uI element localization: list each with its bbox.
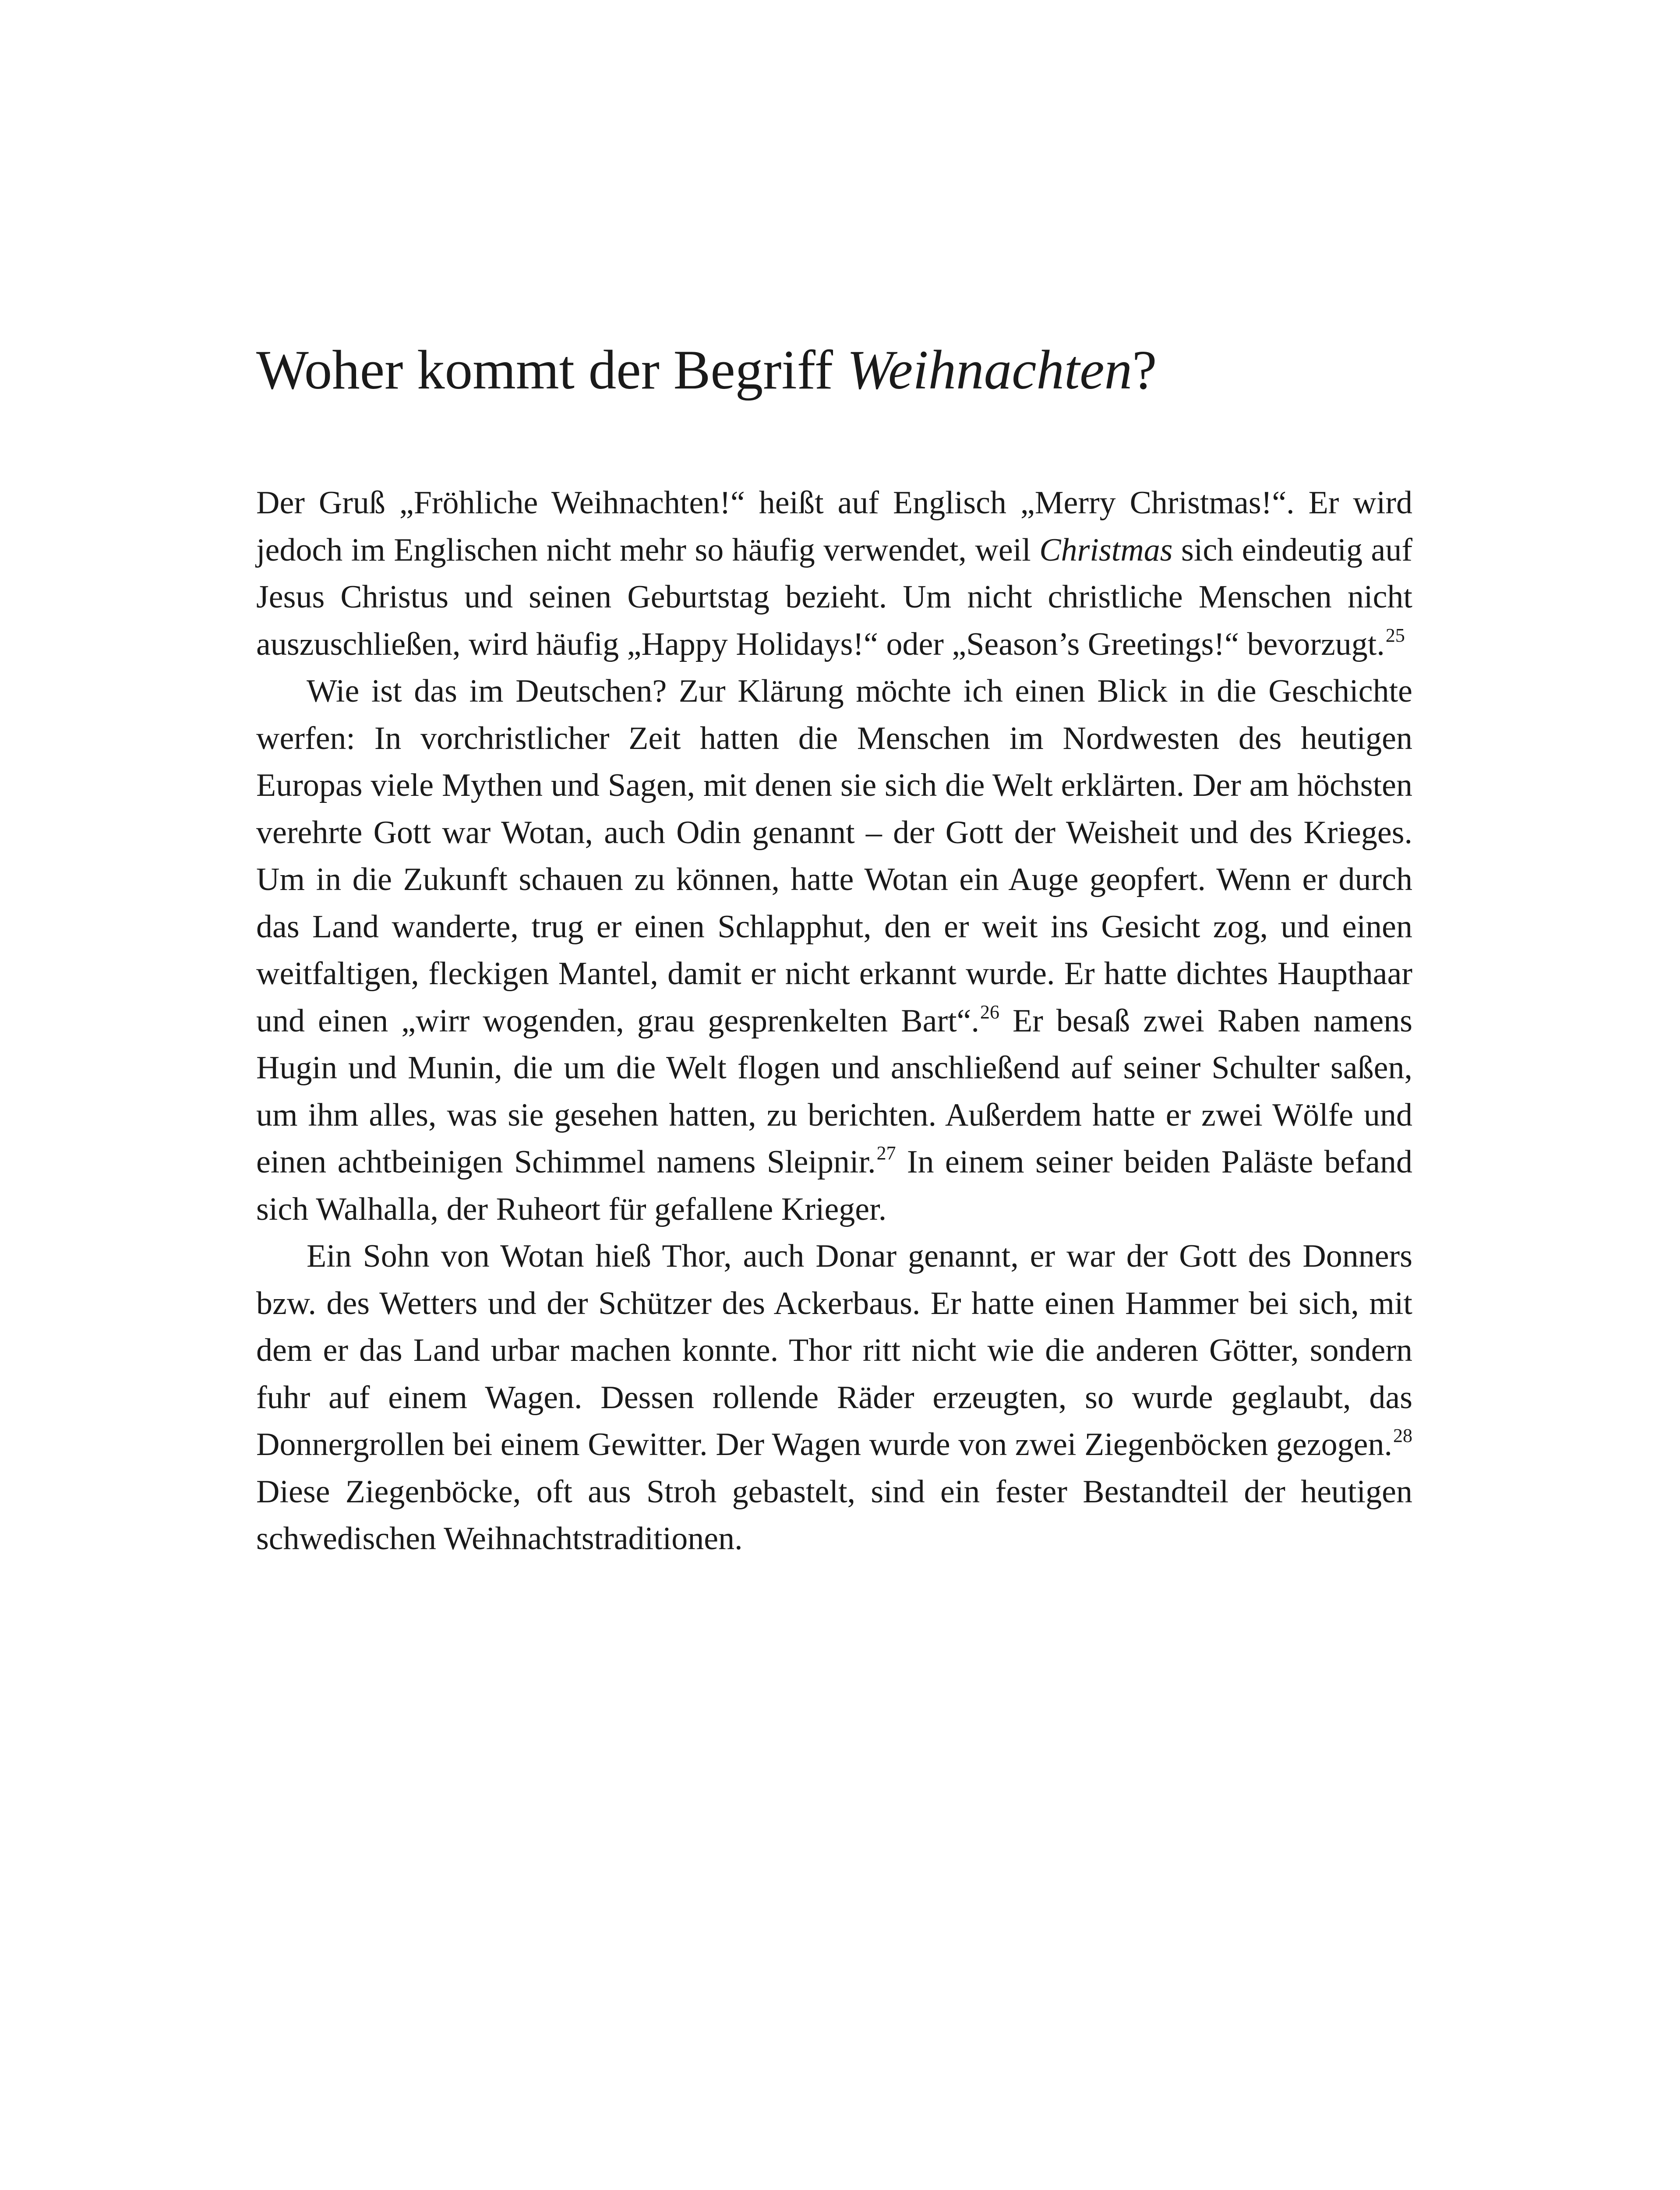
footnote-ref-27: 27 bbox=[876, 1142, 896, 1164]
footnote-ref-28: 28 bbox=[1393, 1425, 1412, 1446]
heading-question-mark: ? bbox=[1132, 339, 1157, 401]
footnote-ref-26: 26 bbox=[980, 1001, 1000, 1023]
paragraph-text: Diese Ziegenböcke, oft aus Stroh gebastelt, sind ein fester Bestandteil der heutigen schwedischen Weihnachtstraditionen. bbox=[256, 1473, 1412, 1557]
paragraph-text: sich eindeutig auf Jesus Christus und seinen Geburtstag bezieht. Um nicht christliche Menschen nicht auszuschließen, wird häufig „Happy Holidays!“ oder „Season’s Greetings!“ bevorzugt. bbox=[256, 532, 1412, 662]
chapter-heading bbox=[256, 331, 1570, 410]
paragraph-text: Ein Sohn von Wotan hieß Thor, auch Donar genannt, er war der Gott des Donners bzw. des Wetters und der Schützer des Ackerbaus. Er hatte einen Hammer bei sich, mit dem er das Land urbar machen konnte. Thor ritt nicht wie die anderen Götter, sondern fuhr auf einem Wagen. Dessen rollende Räder erzeugten, so wurde geglaubt, das Donnergrollen bei einem Gewitter. Der Wagen wurde von zwei Ziegenböcken gezogen. bbox=[256, 1238, 1412, 1462]
paragraph-text: Er besaß zwei Raben namens Hugin und Munin, die um die Welt flogen und anschließend auf seiner Schulter saßen, um ihm alles, was sie gesehen hatten, zu berichten. Außerdem hatte er zwei Wölfe und einen achtbeinigen Schimmel namens Sleipnir. bbox=[256, 1003, 1412, 1180]
paragraph-3 bbox=[256, 1233, 1412, 1563]
heading-text: Woher kommt der Begriff bbox=[256, 339, 847, 401]
body-text bbox=[256, 480, 1412, 1563]
paragraph-text: In einem seiner beiden Paläste befand sich Walhalla, der Ruheort für gefallene Krieger. bbox=[256, 1144, 1412, 1227]
paragraph-1 bbox=[256, 480, 1412, 668]
footnote-ref-25: 25 bbox=[1385, 624, 1405, 646]
paragraph-text: Wie ist das im Deutschen? Zur Klärung möchte ich einen Blick in die Geschichte werfen: In vorchristlicher Zeit hatten die Menschen im Nordwesten des heutigen Europas viele Mythen und Sagen, mit denen sie sich die Welt erklärten. Der am höchsten verehrte Gott war Wotan, auch Odin genannt – der Gott der Weisheit und des Krieges. Um in die Zukunft schauen zu können, hatte Wotan ein Auge geopfert. Wenn er durch das Land wanderte, trug er einen Schlapphut, den er weit ins Gesicht zog, und einen weitfaltigen, fleckigen Mantel, damit er nicht erkannt wurde. Er hatte dichtes Haupthaar und einen „wirr wogenden, grau gesprenkelten Bart“. bbox=[256, 673, 1412, 1039]
emphasis-christmas: Christmas bbox=[1039, 532, 1173, 568]
paragraph-text: Der Gruß „Fröhliche Weihnachten!“ heißt auf Englisch „Merry Christmas!“. Er wird jedoch im Englischen nicht mehr so häufig verwendet, weil bbox=[256, 485, 1412, 568]
heading-emphasis: Weihnachten bbox=[847, 339, 1133, 401]
paragraph-2 bbox=[256, 668, 1412, 1233]
